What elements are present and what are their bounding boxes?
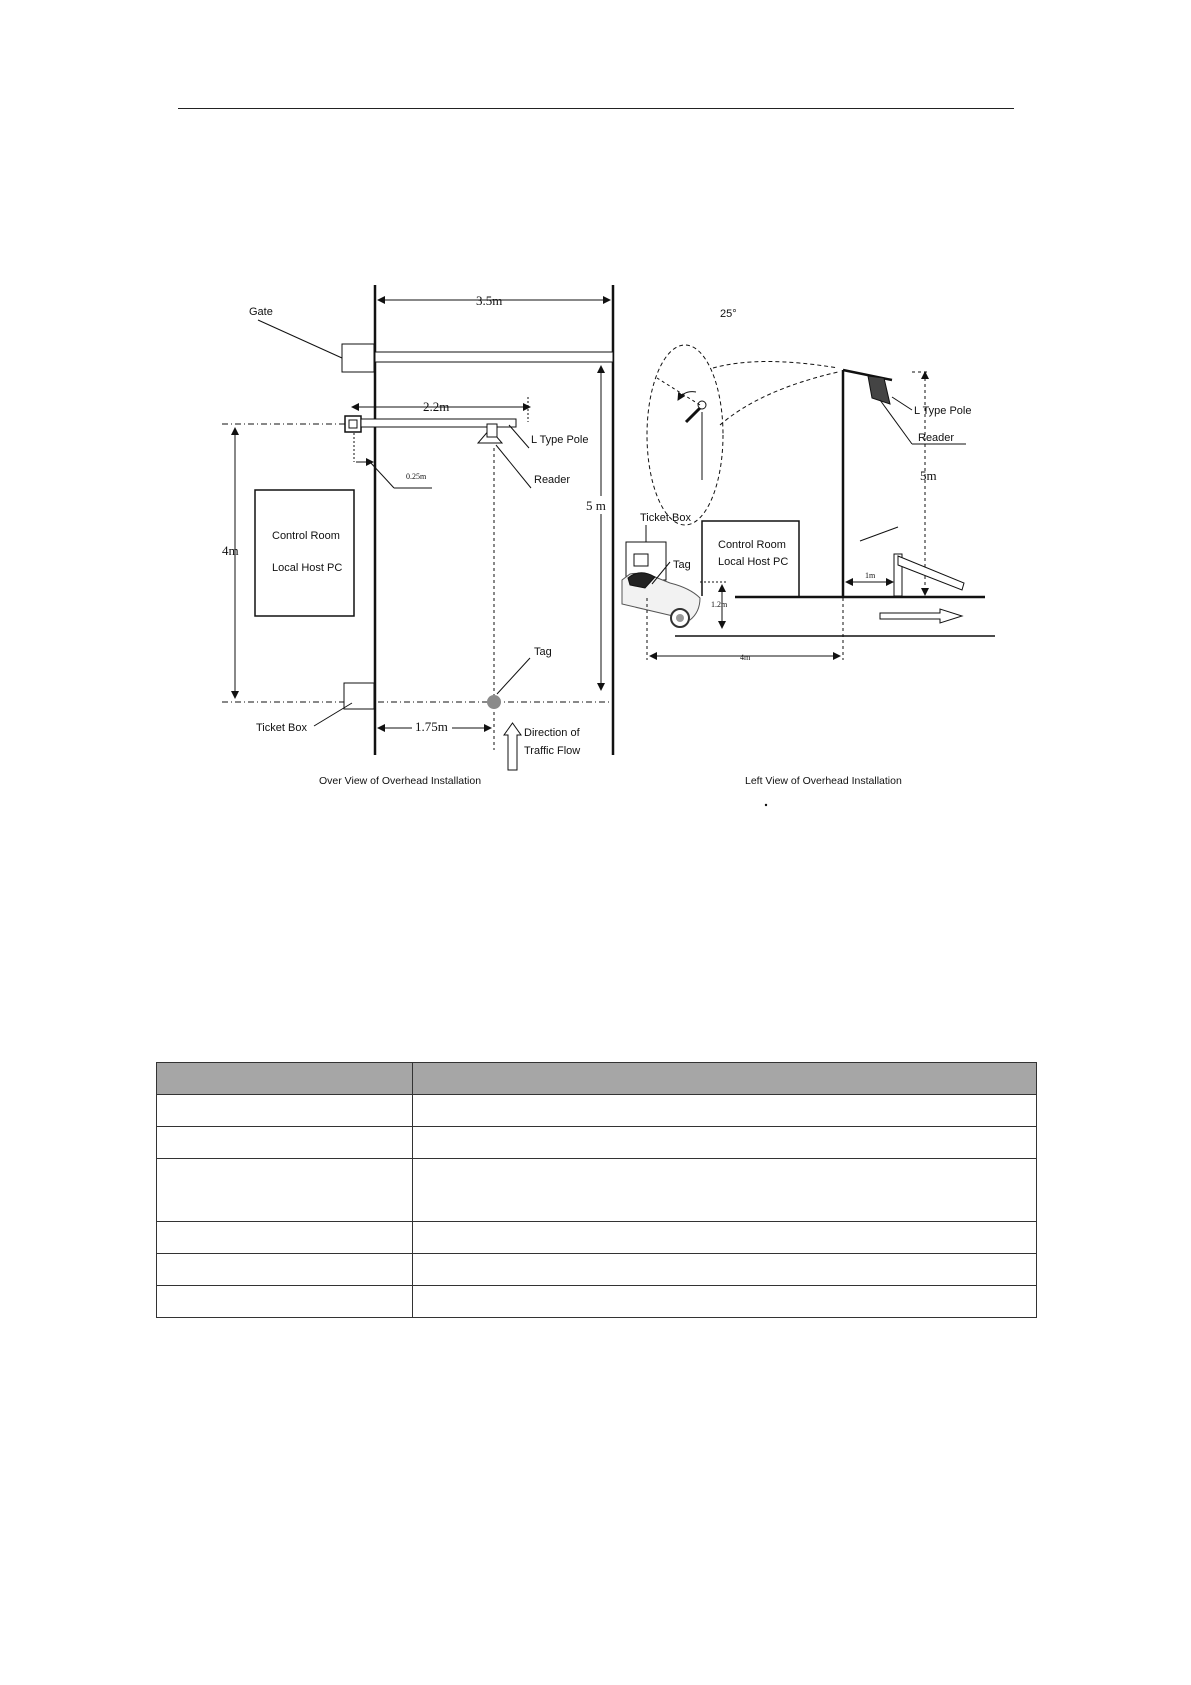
local-host-pc-side-label: Local Host PC <box>718 556 789 568</box>
zoom-ellipse <box>647 345 723 525</box>
distance-side-label: 4m <box>740 653 751 662</box>
table-cell <box>157 1095 413 1127</box>
left-view-caption: Left View of Overhead Installation <box>745 775 902 787</box>
table-cell <box>157 1222 413 1254</box>
table-cell <box>413 1286 1037 1318</box>
table-cell <box>413 1222 1037 1254</box>
over-view-diagram <box>222 285 613 787</box>
tag-label: Tag <box>534 646 552 658</box>
tag-leader <box>497 658 530 694</box>
pole-base-inner <box>349 420 357 428</box>
tag-marker <box>487 695 501 709</box>
table-header-cell <box>413 1063 1037 1095</box>
table-cell <box>157 1159 413 1222</box>
left-view-diagram <box>622 308 995 806</box>
table-header-row <box>157 1063 1037 1095</box>
table-cell <box>413 1159 1037 1222</box>
table-cell <box>413 1095 1037 1127</box>
gate-box <box>342 344 374 372</box>
pole-arm-label: 2.2m <box>423 399 450 414</box>
table-cell <box>157 1254 413 1286</box>
height-label: 5 m <box>586 498 606 513</box>
control-room-label: Control Room <box>272 530 340 542</box>
ticket-box-label: Ticket Box <box>256 722 307 734</box>
table-row <box>157 1222 1037 1254</box>
stray-dot <box>765 804 767 806</box>
traffic-direction-arrow <box>504 723 521 770</box>
side-direction-arrow <box>880 609 962 623</box>
local-host-pc-label: Local Host PC <box>272 562 343 574</box>
distance-label: 4m <box>222 543 239 558</box>
tag-side-label: Tag <box>673 559 691 571</box>
barrier-label: 1m <box>865 571 876 580</box>
table-row <box>157 1095 1037 1127</box>
ticket-box-leader <box>314 703 352 726</box>
gate-leader <box>258 320 342 358</box>
l-type-pole-label: L Type Pole <box>531 434 589 446</box>
ticket-box-side-label: Ticket Box <box>640 512 691 524</box>
l-type-pole-side-leader <box>892 397 912 410</box>
reader-panel <box>868 376 890 404</box>
offset-leader <box>370 462 394 488</box>
table-row <box>157 1286 1037 1318</box>
gate-barrier <box>375 352 613 362</box>
car-illustration <box>622 573 700 627</box>
angle-label: 25° <box>720 308 737 320</box>
table-row <box>157 1127 1037 1159</box>
offset-label: 0.25m <box>406 472 427 481</box>
zoom-connector-bottom <box>720 372 838 425</box>
pole-arm-side <box>843 370 892 380</box>
tag-offset-label: 1.75m <box>415 719 448 734</box>
table-row <box>157 1254 1037 1286</box>
ticket-box-window <box>634 554 648 566</box>
spec-table <box>156 1062 1037 1318</box>
table-cell <box>157 1286 413 1318</box>
reader-side-label: Reader <box>918 432 955 444</box>
table-cell <box>157 1127 413 1159</box>
zoom-reader-arm <box>686 408 700 422</box>
table-row <box>157 1159 1037 1222</box>
table-header-cell <box>157 1063 413 1095</box>
barrier-swing-line <box>860 527 898 541</box>
reader-label: Reader <box>534 474 571 486</box>
direction-label-2: Traffic Flow <box>524 745 581 757</box>
control-room-side-label: Control Room <box>718 539 786 551</box>
barrier-arm <box>898 556 964 590</box>
zoom-angle-arc <box>678 392 696 400</box>
gate-label: Gate <box>249 306 273 318</box>
reader-leader <box>496 445 531 488</box>
control-room-box <box>255 490 354 616</box>
l-type-pole-side-label: L Type Pole <box>914 405 972 417</box>
over-view-caption: Over View of Overhead Installation <box>319 775 482 787</box>
road-width-label: 3.5m <box>476 293 503 308</box>
installation-diagram <box>0 0 1191 830</box>
table-cell <box>413 1127 1037 1159</box>
direction-label-1: Direction of <box>524 727 580 739</box>
height-side-label: 5m <box>920 468 937 483</box>
l-type-pole-leader <box>509 425 529 448</box>
table-cell <box>413 1254 1037 1286</box>
zoom-connector-top <box>713 362 838 369</box>
reader-body <box>487 424 497 437</box>
tag-height-label: 1.2m <box>711 600 728 609</box>
